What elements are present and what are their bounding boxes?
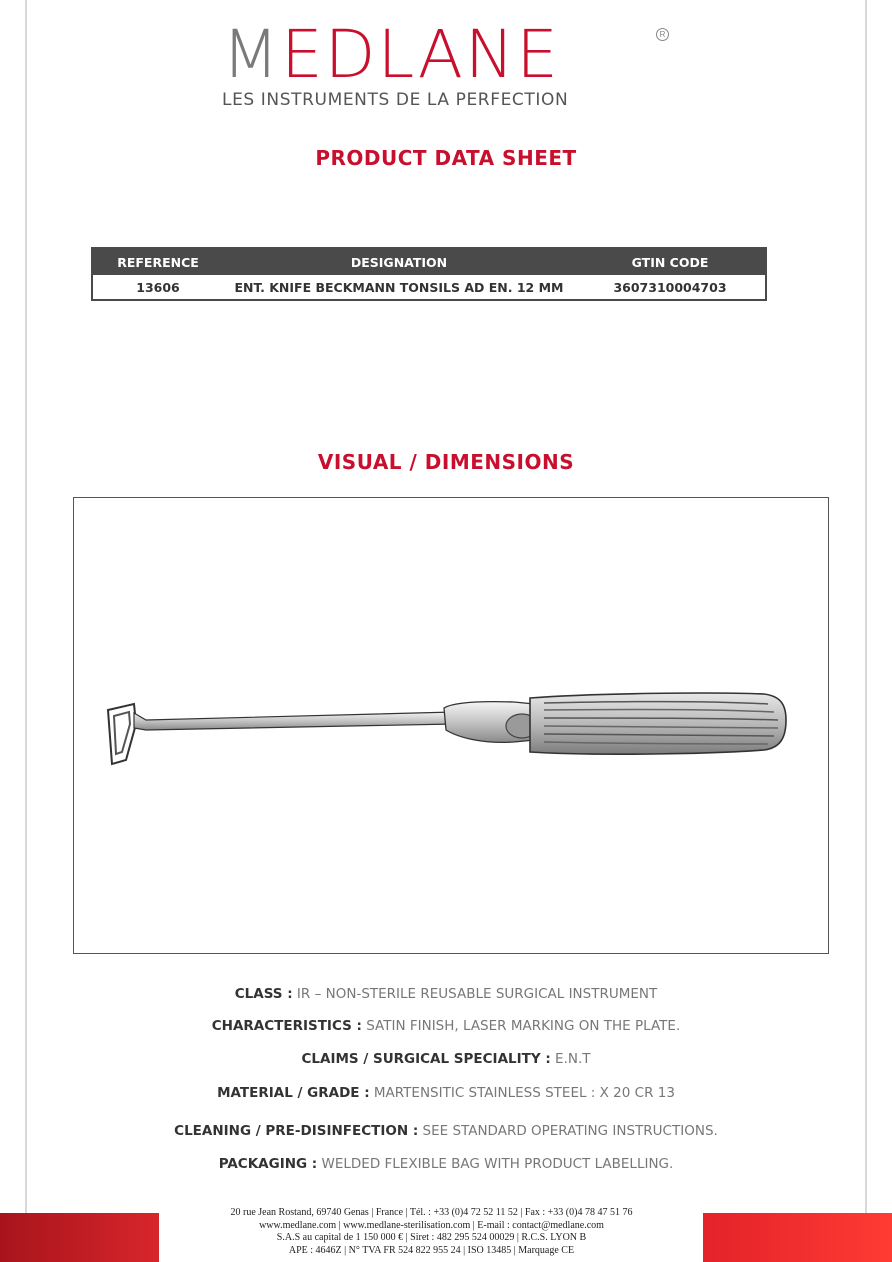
spec-label: CLAIMS / SURGICAL SPECIALITY : [301, 1051, 551, 1067]
cell-gtin: 3607310004703 [613, 279, 727, 295]
medlane-logo [0, 16, 892, 120]
footer-address: 20 rue Jean Rostand, 69740 Genas | France | Tél. : +33 (0)4 72 52 11 52 | Fax : +33 (0)4 78 47 51 76 [230, 1207, 633, 1218]
registered-mark: R [656, 28, 669, 41]
header-designation: DESIGNATION [223, 248, 575, 275]
header-gtin: GTIN CODE [575, 248, 766, 275]
footer-bar-right [703, 1213, 892, 1262]
spec-label: CLEANING / PRE-DISINFECTION : [174, 1123, 419, 1139]
header-reference: REFERENCE [92, 248, 223, 275]
logo-wordmark [222, 16, 652, 93]
visual-dimensions-title: VISUAL / DIMENSIONS [317, 450, 575, 474]
spec-label: CHARACTERISTICS : [211, 1018, 362, 1034]
surgical-knife-icon [74, 498, 830, 955]
spec-value: IR – NON-STERILE REUSABLE SURGICAL INSTRUMENT [292, 986, 658, 1002]
footer-websites: www.medlane.com | www.medlane-sterilisation.com | E-mail : contact@medlane.com [259, 1219, 604, 1231]
product-table [91, 247, 767, 301]
spec-label: PACKAGING : [218, 1156, 318, 1172]
spec-packaging [0, 1156, 892, 1172]
logo-letter-m: M [222, 16, 281, 93]
spec-cleaning [0, 1123, 892, 1139]
spec-value: SEE STANDARD OPERATING INSTRUCTIONS. [418, 1123, 718, 1139]
spec-value: MARTENSITIC STAINLESS STEEL : X 20 CR 13 [369, 1085, 675, 1101]
logo-letters: EDLANE [280, 16, 560, 93]
spec-label: MATERIAL / GRADE : [217, 1085, 370, 1101]
company-footer [160, 1207, 703, 1257]
cell-designation: ENT. KNIFE BECKMANN TONSILS AD EN. 12 MM [234, 279, 564, 295]
table-header-row [92, 248, 766, 275]
spec-value: SATIN FINISH, LASER MARKING ON THE PLATE. [361, 1018, 681, 1034]
spec-characteristics [0, 1018, 892, 1034]
spec-value: WELDED FLEXIBLE BAG WITH PRODUCT LABELLING. [317, 1156, 674, 1172]
table-row [92, 275, 766, 300]
footer-bar-left [0, 1213, 159, 1262]
cell-reference: 13606 [136, 279, 180, 295]
spec-label: CLASS : [234, 986, 293, 1002]
product-data-sheet-title: PRODUCT DATA SHEET [315, 146, 577, 170]
spec-value: E.N.T [550, 1051, 591, 1067]
spec-claims [0, 1051, 892, 1067]
spec-class [0, 986, 892, 1002]
footer-legal: S.A.S au capital de 1 150 000 € | Siret : 482 295 524 00029 | R.C.S. LYON B [276, 1232, 587, 1243]
logo-tagline: LES INSTRUMENTS DE LA PERFECTION [222, 90, 569, 110]
visual-box [73, 497, 829, 954]
spec-material [0, 1085, 892, 1101]
footer-registration: APE : 4646Z | N° TVA FR 524 822 955 24 | ISO 13485 | Marquage CE [288, 1244, 575, 1256]
